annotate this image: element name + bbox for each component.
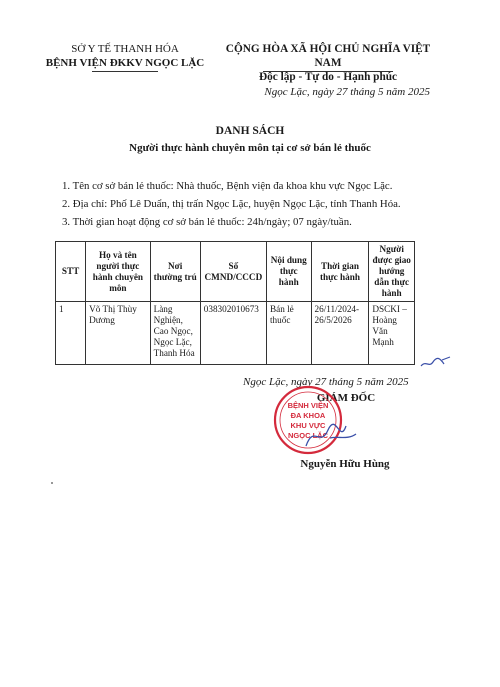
handwritten-signature (300, 418, 360, 454)
info-address: 2. Địa chỉ: Phố Lê Duẩn, thị trấn Ngọc Lặc, huyện Ngọc Lặc, tỉnh Thanh Hóa. (62, 198, 401, 210)
header-right (212, 42, 444, 84)
th-time: Thời gian thực hành (311, 242, 369, 302)
stamp-line-4: NGỌC LẶC (288, 431, 328, 440)
header-right-underline (263, 71, 393, 72)
national-motto: Độc lập - Tự do - Hạnh phúc (258, 71, 398, 83)
initial-mark (418, 352, 454, 372)
th-id: Số CMND/CCCD (200, 242, 266, 302)
cell-content: Bán lẻ thuốc (266, 302, 311, 365)
date-top: Ngọc Lặc, ngày 27 tháng 5 năm 2025 (264, 86, 430, 98)
hospital-name: BỆNH VIỆN ĐKKV NGỌC LẶC (45, 57, 205, 69)
cell-guide: DSCKI – Hoàng Văn Mạnh (369, 302, 415, 365)
cell-time: 26/11/2024-26/5/2026 (311, 302, 369, 365)
cell-name: Võ Thị Thùy Dương (86, 302, 150, 365)
header-left (40, 42, 210, 70)
info-operating-hours: 3. Thời gian hoạt động cơ sở bán lẻ thuốc: 24h/ngày; 07 ngày/tuần. (62, 216, 352, 228)
table-row (56, 302, 415, 365)
ministry-name: SỞ Y TẾ THANH HÓA (71, 43, 179, 55)
scan-speck (51, 482, 53, 484)
th-name: Họ và tên người thực hành chuyên môn (86, 242, 150, 302)
th-content: Nội dung thực hành (266, 242, 311, 302)
date-bottom: Ngọc Lặc, ngày 27 tháng 5 năm 2025 (243, 376, 409, 388)
practitioner-table (55, 241, 415, 365)
stamp-line-2: ĐA KHOA (290, 411, 326, 420)
cell-address: Làng Nghiện, Cao Ngọc, Ngọc Lặc, Thanh Hóa (150, 302, 200, 365)
cell-id: 038302010673 (200, 302, 266, 365)
document-subtitle: Người thực hành chuyên môn tại cơ sở bán lẻ thuốc (129, 142, 371, 154)
th-address: Nơi thường trú (150, 242, 200, 302)
th-stt: STT (56, 242, 86, 302)
th-guide: Người được giao hướng dẫn thực hành (369, 242, 415, 302)
cell-stt: 1 (56, 302, 86, 365)
table-header-row (56, 242, 415, 302)
document-title: DANH SÁCH (215, 125, 285, 137)
country-name: CỘNG HÒA XÃ HỘI CHỦ NGHĨA VIỆT NAM (225, 43, 431, 69)
signer-name: Nguyễn Hữu Hùng (300, 458, 390, 470)
info-facility-name: 1. Tên cơ sở bán lẻ thuốc: Nhà thuốc, Bệnh viện đa khoa khu vực Ngọc Lặc. (62, 180, 393, 192)
stamp-line-1: BỆNH VIỆN (287, 401, 329, 410)
stamp-line-3: KHU VỰC (290, 421, 326, 430)
header-left-underline (92, 71, 158, 72)
signer-title: GIÁM ĐỐC (316, 392, 376, 404)
